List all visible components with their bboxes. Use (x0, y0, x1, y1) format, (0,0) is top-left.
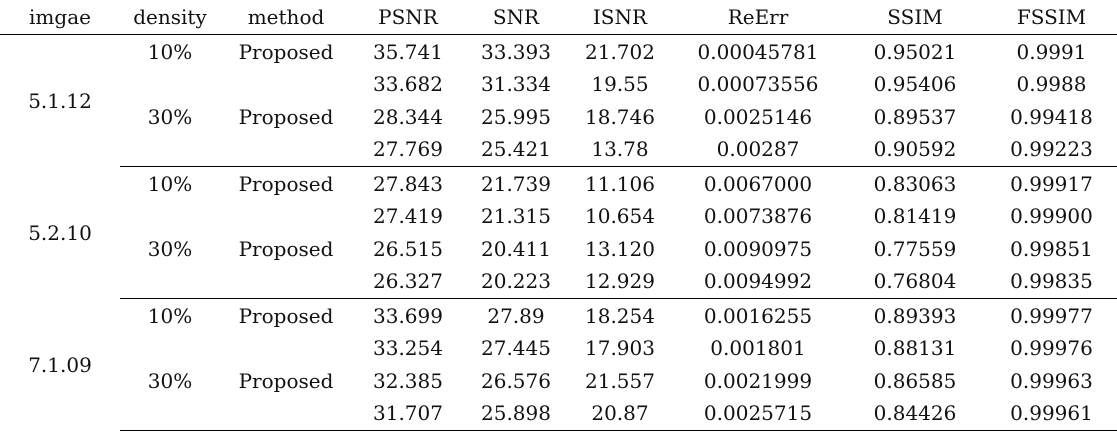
ssim-cell: 0.77559 (873, 236, 957, 261)
fssim-cell: 0.9988 (1016, 71, 1087, 96)
density-cell: 10% (147, 39, 193, 64)
header-cell: method (220, 0, 352, 34)
reerr-cell: 0.0067000 (703, 171, 813, 196)
isnr-cell: 18.746 (585, 104, 655, 129)
snr-cell: 25.421 (464, 133, 568, 166)
method-cell: Proposed (238, 39, 334, 64)
density-cell (120, 67, 220, 100)
isnr-cell: 13.78 (568, 133, 672, 166)
density-cell: 10% (147, 171, 193, 196)
isnr-cell: 20.87 (568, 397, 672, 430)
header-cell: imgae (0, 0, 120, 34)
snr-cell: 21.739 (481, 171, 551, 196)
isnr-cell: 21.702 (585, 39, 655, 64)
reerr-cell: 0.00045781 (697, 39, 819, 64)
reerr-cell: 0.0025715 (672, 397, 844, 430)
psnr-cell: 33.699 (373, 303, 443, 328)
header-cell: SNR (464, 0, 568, 34)
reerr-cell: 0.0094992 (672, 265, 844, 298)
density-cell (120, 331, 220, 364)
ssim-cell: 0.90592 (844, 133, 986, 166)
density-cell: 30% (147, 368, 193, 393)
header-cell: PSNR (352, 0, 464, 34)
snr-cell: 21.315 (481, 203, 551, 228)
table-row (0, 34, 1117, 67)
reerr-cell: 0.0090975 (703, 236, 813, 261)
snr-cell: 26.576 (481, 368, 551, 393)
table-row (0, 100, 1117, 133)
snr-cell: 20.411 (481, 236, 551, 261)
reerr-cell: 0.0021999 (703, 368, 813, 393)
method-cell (220, 67, 352, 100)
fssim-cell: 0.99223 (986, 133, 1117, 166)
snr-cell: 27.445 (481, 335, 551, 360)
fssim-cell: 0.99961 (986, 397, 1117, 430)
header-cell: density (120, 0, 220, 34)
isnr-cell: 21.557 (585, 368, 655, 393)
table-row (0, 199, 1117, 232)
header-cell: ISNR (568, 0, 672, 34)
method-cell: Proposed (238, 303, 334, 328)
fssim-cell: 0.99851 (1010, 236, 1093, 261)
ssim-cell: 0.81419 (873, 203, 957, 228)
reerr-cell: 0.00073556 (697, 71, 819, 96)
table-row (0, 265, 1117, 298)
fssim-cell: 0.9991 (1016, 39, 1087, 64)
table-row (0, 133, 1117, 166)
fssim-cell: 0.99418 (1010, 104, 1093, 129)
fssim-cell: 0.99977 (1010, 303, 1093, 328)
ssim-cell: 0.83063 (873, 171, 957, 196)
isnr-cell: 17.903 (585, 335, 655, 360)
image-name-cell: 7.1.09 (28, 353, 92, 377)
table-row (0, 364, 1117, 397)
method-cell (220, 133, 352, 166)
ssim-cell: 0.84426 (844, 397, 986, 430)
psnr-cell: 26.327 (352, 265, 464, 298)
method-cell (220, 265, 352, 298)
psnr-cell: 27.769 (352, 133, 464, 166)
header-cell: ReErr (672, 0, 844, 34)
header-row (0, 0, 1117, 34)
ssim-cell: 0.95021 (873, 39, 957, 64)
reerr-cell: 0.00287 (672, 133, 844, 166)
psnr-cell: 27.843 (373, 171, 443, 196)
reerr-cell: 0.001801 (710, 335, 806, 360)
psnr-cell: 32.385 (373, 368, 443, 393)
table-row (0, 166, 1117, 199)
psnr-cell: 33.254 (373, 335, 443, 360)
ssim-cell: 0.86585 (873, 368, 957, 393)
table-row (0, 67, 1117, 100)
header-cell: SSIM (844, 0, 986, 34)
method-cell: Proposed (238, 171, 334, 196)
table-row (0, 232, 1117, 265)
method-cell: Proposed (238, 236, 334, 261)
ssim-cell: 0.89537 (873, 104, 957, 129)
image-name-cell: 5.1.12 (28, 89, 92, 114)
table-row (0, 397, 1117, 430)
header-cell: FSSIM (986, 0, 1117, 34)
fssim-cell: 0.99963 (1010, 368, 1093, 393)
method-cell (220, 199, 352, 232)
isnr-cell: 11.106 (585, 171, 655, 196)
psnr-cell: 35.741 (373, 39, 443, 64)
reerr-cell: 0.0016255 (703, 303, 813, 328)
snr-cell: 20.223 (464, 265, 568, 298)
psnr-cell: 27.419 (373, 203, 443, 228)
image-name-cell: 5.2.10 (28, 221, 92, 245)
ssim-cell: 0.89393 (873, 303, 957, 328)
reerr-cell: 0.0073876 (703, 203, 813, 228)
snr-cell: 27.89 (487, 303, 545, 328)
psnr-cell: 31.707 (352, 397, 464, 430)
psnr-cell: 26.515 (373, 236, 443, 261)
fssim-cell: 0.99976 (1010, 335, 1093, 360)
isnr-cell: 12.929 (568, 265, 672, 298)
density-cell: 30% (147, 104, 193, 129)
density-cell: 30% (147, 236, 193, 261)
fssim-cell: 0.99835 (986, 265, 1117, 298)
isnr-cell: 13.120 (585, 236, 655, 261)
reerr-cell: 0.0025146 (703, 104, 813, 129)
method-cell (220, 397, 352, 430)
psnr-cell: 33.682 (373, 71, 443, 96)
fssim-cell: 0.99917 (1010, 171, 1093, 196)
ssim-cell: 0.76804 (844, 265, 986, 298)
density-cell: 10% (147, 303, 193, 328)
density-cell (120, 397, 220, 430)
table-row (0, 298, 1117, 331)
fssim-cell: 0.99900 (1010, 203, 1093, 228)
psnr-cell: 28.344 (373, 104, 443, 129)
density-cell (120, 199, 220, 232)
table-row (0, 331, 1117, 364)
ssim-cell: 0.88131 (873, 335, 957, 360)
method-cell: Proposed (238, 104, 334, 129)
density-cell (120, 265, 220, 298)
isnr-cell: 19.55 (591, 71, 649, 96)
density-cell (120, 133, 220, 166)
snr-cell: 25.898 (464, 397, 568, 430)
snr-cell: 25.995 (481, 104, 551, 129)
snr-cell: 33.393 (481, 39, 551, 64)
isnr-cell: 10.654 (585, 203, 655, 228)
method-cell (220, 331, 352, 364)
snr-cell: 31.334 (481, 71, 551, 96)
method-cell: Proposed (238, 368, 334, 393)
isnr-cell: 18.254 (585, 303, 655, 328)
ssim-cell: 0.95406 (873, 71, 957, 96)
